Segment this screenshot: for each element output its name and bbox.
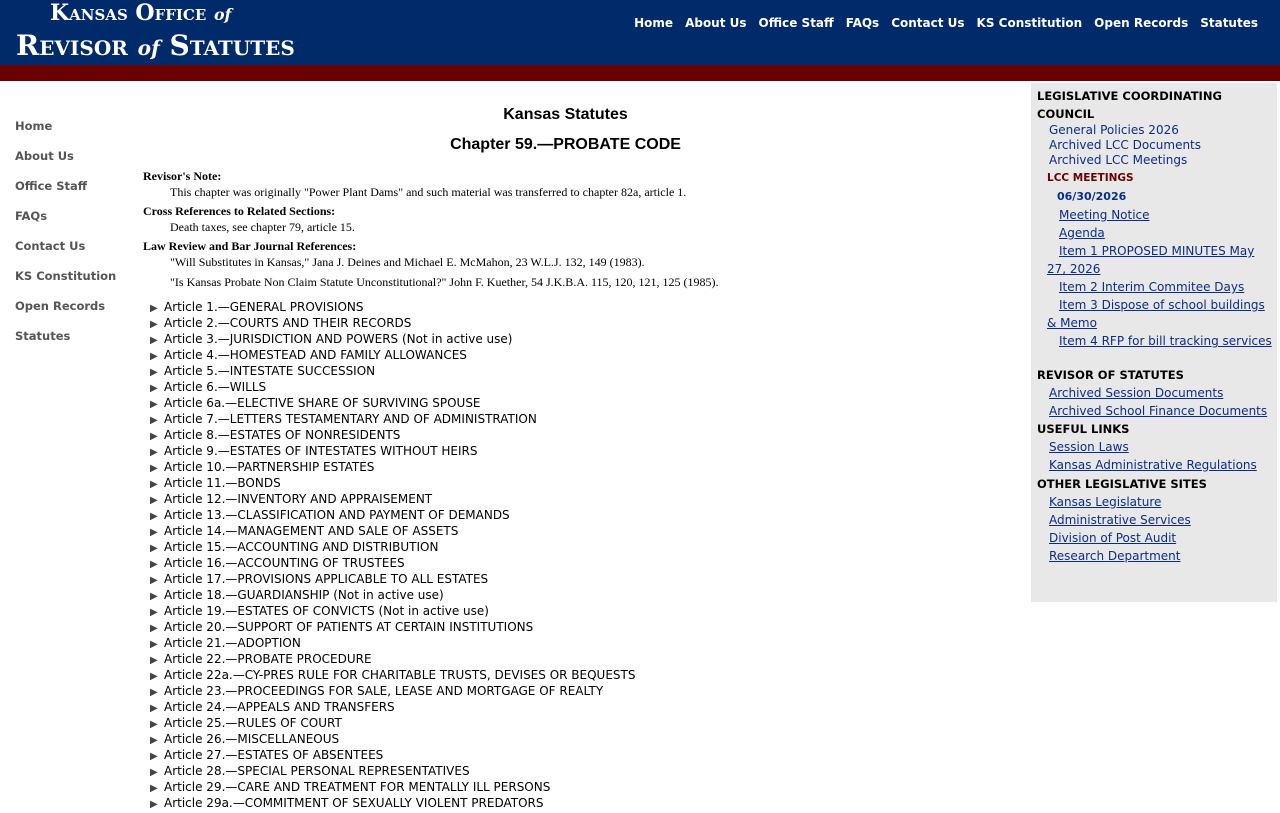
article-label: Article 19.—ESTATES OF CONVICTS (Not in active use) bbox=[164, 604, 489, 618]
useful-links-heading: USEFUL LINKS bbox=[1037, 422, 1130, 436]
article-item[interactable] bbox=[150, 763, 988, 779]
article-item[interactable] bbox=[150, 683, 988, 699]
article-item[interactable] bbox=[150, 699, 988, 715]
expand-triangle-icon[interactable]: ▶ bbox=[150, 415, 158, 426]
other-link-administrative-services[interactable]: Administrative Services bbox=[1049, 513, 1191, 527]
expand-triangle-icon[interactable]: ▶ bbox=[150, 495, 158, 506]
article-label: Article 10.—PARTNERSHIP ESTATES bbox=[164, 460, 375, 474]
article-item[interactable] bbox=[150, 795, 988, 811]
article-label: Article 22.—PROBATE PROCEDURE bbox=[164, 652, 372, 666]
meeting-item-3[interactable]: Item 3 Dispose of school buildings & Memo bbox=[1047, 298, 1265, 330]
expand-triangle-icon[interactable]: ▶ bbox=[150, 511, 158, 522]
article-label: Article 11.—BONDS bbox=[164, 476, 281, 490]
right-sidebar bbox=[1031, 83, 1277, 602]
header-accent-bar bbox=[0, 65, 1280, 81]
expand-triangle-icon[interactable]: ▶ bbox=[150, 319, 158, 330]
article-label: Article 8.—ESTATES OF NONRESIDENTS bbox=[164, 428, 401, 442]
article-label: Article 29.—CARE AND TREATMENT FOR MENTALLY ILL PERSONS bbox=[164, 780, 551, 794]
law-review-label: Law Review and Bar Journal References: bbox=[143, 239, 357, 253]
logo-text-3: Statutes bbox=[169, 29, 295, 62]
page-title: Kansas Statutes bbox=[503, 106, 628, 123]
lcc-link-archived-documents[interactable]: Archived LCC Documents bbox=[1049, 138, 1202, 152]
article-item[interactable] bbox=[150, 731, 988, 747]
cross-references-text: Death taxes, see chapter 79, article 15. bbox=[170, 220, 355, 234]
useful-link-session-laws[interactable]: Session Laws bbox=[1049, 440, 1129, 454]
revisors-note-text: This chapter was originally "Power Plant Dams" and such material was transferred to chapter 82a, article 1. bbox=[170, 185, 687, 199]
article-item[interactable] bbox=[150, 331, 988, 347]
article-item[interactable] bbox=[150, 667, 988, 683]
other-sites-heading: OTHER LEGISLATIVE SITES bbox=[1037, 477, 1207, 491]
article-item[interactable] bbox=[150, 459, 988, 475]
meeting-item-2[interactable]: Item 2 Interim Commitee Days bbox=[1059, 280, 1245, 294]
article-label: Article 24.—APPEALS AND TRANSFERS bbox=[164, 700, 395, 714]
article-item[interactable] bbox=[150, 539, 988, 555]
article-label: Article 18.—GUARDIANSHIP (Not in active use) bbox=[164, 588, 444, 602]
expand-triangle-icon[interactable]: ▶ bbox=[150, 607, 158, 618]
article-label: Article 13.—CLASSIFICATION AND PAYMENT OF DEMANDS bbox=[164, 508, 510, 522]
expand-triangle-icon[interactable]: ▶ bbox=[150, 351, 158, 362]
expand-triangle-icon[interactable]: ▶ bbox=[150, 559, 158, 570]
meeting-date: 06/30/2026 bbox=[1057, 190, 1127, 203]
expand-triangle-icon[interactable]: ▶ bbox=[150, 703, 158, 714]
article-item[interactable] bbox=[150, 491, 988, 507]
logo-text-2: Revisor bbox=[16, 29, 128, 62]
left-nav-contact-us[interactable]: Contact Us bbox=[15, 239, 86, 253]
article-list bbox=[143, 299, 988, 811]
article-item[interactable] bbox=[150, 475, 988, 491]
article-label: Article 3.—JURISDICTION AND POWERS (Not in active use) bbox=[164, 332, 513, 346]
top-nav-home[interactable]: Home bbox=[634, 16, 674, 30]
site-header bbox=[0, 0, 1280, 65]
meeting-item-1[interactable]: Item 1 PROPOSED MINUTES May 27, 2026 bbox=[1047, 244, 1255, 276]
logo-of-1: of bbox=[213, 5, 232, 24]
top-nav-open-records[interactable]: Open Records bbox=[1094, 16, 1189, 30]
top-nav-about-us[interactable]: About Us bbox=[685, 16, 747, 30]
article-label: Article 26.—MISCELLANEOUS bbox=[164, 732, 340, 746]
article-item[interactable] bbox=[150, 395, 988, 411]
article-label: Article 29a.—COMMITMENT OF SEXUALLY VIOLENT PREDATORS bbox=[164, 796, 544, 810]
expand-triangle-icon[interactable]: ▶ bbox=[150, 367, 158, 378]
article-label: Article 15.—ACCOUNTING AND DISTRIBUTION bbox=[164, 540, 439, 554]
article-label: Article 6a.—ELECTIVE SHARE OF SURVIVING SPOUSE bbox=[164, 396, 481, 410]
article-label: Article 16.—ACCOUNTING OF TRUSTEES bbox=[164, 556, 405, 570]
expand-triangle-icon[interactable]: ▶ bbox=[150, 591, 158, 602]
expand-triangle-icon[interactable]: ▶ bbox=[150, 687, 158, 698]
article-label: Article 27.—ESTATES OF ABSENTEES bbox=[164, 748, 384, 762]
article-label: Article 21.—ADOPTION bbox=[164, 636, 301, 650]
expand-triangle-icon[interactable]: ▶ bbox=[150, 527, 158, 538]
meeting-item-notice[interactable]: Meeting Notice bbox=[1059, 208, 1150, 222]
lcc-link-general-policies[interactable]: General Policies 2026 bbox=[1049, 123, 1179, 137]
article-label: Article 2.—COURTS AND THEIR RECORDS bbox=[164, 316, 412, 330]
left-nav-office-staff[interactable]: Office Staff bbox=[15, 179, 88, 193]
article-label: Article 7.—LETTERS TESTAMENTARY AND OF ADMINISTRATION bbox=[164, 412, 537, 426]
expand-triangle-icon[interactable]: ▶ bbox=[150, 399, 158, 410]
article-label: Article 22a.—CY-PRES RULE FOR CHARITABLE TRUSTS, DEVISES OR BEQUESTS bbox=[164, 668, 636, 682]
other-link-post-audit[interactable]: Division of Post Audit bbox=[1049, 531, 1177, 545]
article-label: Article 14.—MANAGEMENT AND SALE OF ASSETS bbox=[164, 524, 459, 538]
expand-triangle-icon[interactable]: ▶ bbox=[150, 783, 158, 794]
meeting-item-agenda[interactable]: Agenda bbox=[1059, 226, 1105, 240]
law-review-reference: "Will Substitutes in Kansas," Jana J. Deines and Michael E. McMahon, 23 W.L.J. 132, 149 (1983). bbox=[170, 255, 645, 269]
top-nav bbox=[634, 15, 1258, 31]
article-item[interactable] bbox=[150, 347, 988, 363]
article-item[interactable] bbox=[150, 507, 988, 523]
cross-references-label: Cross References to Related Sections: bbox=[143, 204, 336, 218]
left-nav-about-us[interactable]: About Us bbox=[15, 149, 74, 163]
expand-triangle-icon[interactable]: ▶ bbox=[150, 383, 158, 394]
article-item[interactable] bbox=[150, 363, 988, 379]
left-nav-faqs[interactable]: FAQs bbox=[15, 209, 48, 223]
chapter-title: Chapter 59.—PROBATE CODE bbox=[450, 136, 681, 153]
expand-triangle-icon[interactable]: ▶ bbox=[150, 623, 158, 634]
meeting-item-4[interactable]: Item 4 RFP for bill tracking services bbox=[1059, 334, 1272, 348]
top-nav-contact-us[interactable]: Contact Us bbox=[891, 16, 965, 30]
article-label: Article 5.—INTESTATE SUCCESSION bbox=[164, 364, 376, 378]
logo-of-2: of bbox=[137, 36, 160, 60]
left-nav-statutes[interactable]: Statutes bbox=[15, 329, 71, 343]
article-label: Article 9.—ESTATES OF INTESTATES WITHOUT HEIRS bbox=[164, 444, 478, 458]
expand-triangle-icon[interactable]: ▶ bbox=[150, 799, 158, 810]
article-item[interactable] bbox=[150, 715, 988, 731]
expand-triangle-icon[interactable]: ▶ bbox=[150, 463, 158, 474]
article-item[interactable] bbox=[150, 411, 988, 427]
article-item[interactable] bbox=[150, 587, 988, 603]
article-label: Article 1.—GENERAL PROVISIONS bbox=[164, 300, 364, 314]
expand-triangle-icon[interactable]: ▶ bbox=[150, 479, 158, 490]
expand-triangle-icon[interactable]: ▶ bbox=[150, 431, 158, 442]
left-nav-ks-constitution[interactable]: KS Constitution bbox=[15, 269, 117, 283]
article-item[interactable] bbox=[150, 443, 988, 459]
article-item[interactable] bbox=[150, 299, 988, 315]
article-label: Article 28.—SPECIAL PERSONAL REPRESENTATIVES bbox=[164, 764, 470, 778]
article-item[interactable] bbox=[150, 427, 988, 443]
article-item[interactable] bbox=[150, 779, 988, 795]
article-label: Article 17.—PROVISIONS APPLICABLE TO ALL ESTATES bbox=[164, 572, 489, 586]
expand-triangle-icon[interactable]: ▶ bbox=[150, 719, 158, 730]
article-item[interactable] bbox=[150, 619, 988, 635]
lcc-meetings-heading: LCC MEETINGS bbox=[1047, 172, 1134, 184]
article-item[interactable] bbox=[150, 523, 988, 539]
revisor-link-session-documents[interactable]: Archived Session Documents bbox=[1049, 386, 1224, 400]
expand-triangle-icon[interactable]: ▶ bbox=[150, 335, 158, 346]
revisors-note-label: Revisor's Note: bbox=[143, 169, 222, 183]
article-label: Article 6.—WILLS bbox=[164, 380, 267, 394]
logo-text-1: Kansas Office bbox=[50, 0, 207, 26]
article-item[interactable] bbox=[150, 571, 988, 587]
top-nav-faqs[interactable]: FAQs bbox=[845, 16, 880, 30]
article-item[interactable] bbox=[150, 651, 988, 667]
article-item[interactable] bbox=[150, 747, 988, 763]
expand-triangle-icon[interactable]: ▶ bbox=[150, 655, 158, 666]
other-link-kansas-legislature[interactable]: Kansas Legislature bbox=[1049, 495, 1162, 509]
top-nav-statutes[interactable]: Statutes bbox=[1200, 16, 1258, 30]
left-nav bbox=[15, 118, 135, 358]
left-nav-home[interactable]: Home bbox=[15, 119, 53, 133]
article-label: Article 20.—SUPPORT OF PATIENTS AT CERTAIN INSTITUTIONS bbox=[164, 620, 534, 634]
article-item[interactable] bbox=[150, 315, 988, 331]
expand-triangle-icon[interactable]: ▶ bbox=[150, 543, 158, 554]
article-label: Article 23.—PROCEEDINGS FOR SALE, LEASE AND MORTGAGE OF REALTY bbox=[164, 684, 604, 698]
top-nav-ks-constitution[interactable]: KS Constitution bbox=[976, 16, 1083, 30]
expand-triangle-icon[interactable]: ▶ bbox=[150, 671, 158, 682]
expand-triangle-icon[interactable]: ▶ bbox=[150, 751, 158, 762]
article-item[interactable] bbox=[150, 555, 988, 571]
left-nav-open-records[interactable]: Open Records bbox=[15, 299, 106, 313]
article-item[interactable] bbox=[150, 635, 988, 651]
top-nav-office-staff[interactable]: Office Staff bbox=[758, 16, 834, 30]
law-review-reference: "Is Kansas Probate Non Claim Statute Unconstitutional?" John F. Kuether, 54 J.K.B.A. 115, 120, 121, 125 (1985). bbox=[170, 275, 719, 289]
lcc-link-archived-meetings[interactable]: Archived LCC Meetings bbox=[1049, 153, 1188, 167]
article-label: Article 25.—RULES OF COURT bbox=[164, 716, 342, 730]
chapter-notes bbox=[143, 169, 988, 290]
lcc-heading: LEGISLATIVE COORDINATING COUNCIL bbox=[1037, 89, 1222, 121]
revisor-link-school-finance[interactable]: Archived School Finance Documents bbox=[1049, 404, 1268, 418]
article-item[interactable] bbox=[150, 379, 988, 395]
useful-link-kar[interactable]: Kansas Administrative Regulations bbox=[1049, 458, 1257, 472]
article-label: Article 4.—HOMESTEAD AND FAMILY ALLOWANCES bbox=[164, 348, 467, 362]
other-link-research-department[interactable]: Research Department bbox=[1049, 549, 1181, 563]
article-item[interactable] bbox=[150, 603, 988, 619]
expand-triangle-icon[interactable]: ▶ bbox=[150, 735, 158, 746]
expand-triangle-icon[interactable]: ▶ bbox=[150, 767, 158, 778]
expand-triangle-icon[interactable]: ▶ bbox=[150, 447, 158, 458]
expand-triangle-icon[interactable]: ▶ bbox=[150, 639, 158, 650]
expand-triangle-icon[interactable]: ▶ bbox=[150, 303, 158, 314]
revisor-heading: REVISOR OF STATUTES bbox=[1037, 368, 1184, 382]
expand-triangle-icon[interactable]: ▶ bbox=[150, 575, 158, 586]
article-label: Article 12.—INVENTORY AND APPRAISEMENT bbox=[164, 492, 433, 506]
main-content bbox=[143, 104, 988, 811]
